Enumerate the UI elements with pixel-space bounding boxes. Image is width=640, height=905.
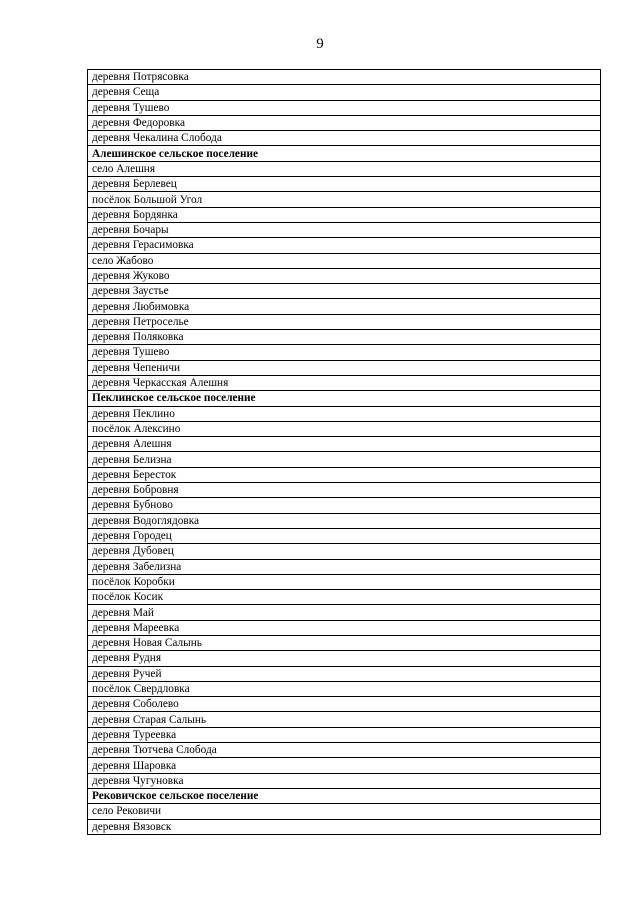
settlement-row xyxy=(88,804,601,819)
section-heading-row xyxy=(88,788,601,803)
settlement-row xyxy=(88,238,601,253)
settlement-cell: деревня Новая Салынь xyxy=(88,635,601,650)
settlement-row xyxy=(88,115,601,130)
settlement-row xyxy=(88,651,601,666)
settlement-cell: деревня Дубовец xyxy=(88,544,601,559)
section-heading-cell: Алешинское сельское поселение xyxy=(88,146,601,161)
settlement-row xyxy=(88,161,601,176)
settlement-row xyxy=(88,498,601,513)
settlement-row xyxy=(88,345,601,360)
settlement-row xyxy=(88,743,601,758)
settlement-cell: село Алешня xyxy=(88,161,601,176)
settlement-cell: посёлок Алексино xyxy=(88,421,601,436)
settlement-row xyxy=(88,100,601,115)
settlement-cell: деревня Ручей xyxy=(88,666,601,681)
settlement-cell: деревня Водоглядовка xyxy=(88,513,601,528)
settlement-cell: посёлок Косик xyxy=(88,590,601,605)
settlement-row xyxy=(88,574,601,589)
settlement-cell: деревня Алешня xyxy=(88,437,601,452)
settlement-cell: деревня Тушево xyxy=(88,345,601,360)
settlement-cell: деревня Городец xyxy=(88,528,601,543)
settlement-cell: деревня Забелизна xyxy=(88,559,601,574)
settlement-row xyxy=(88,773,601,788)
settlement-row xyxy=(88,528,601,543)
settlement-cell: деревня Старая Салынь xyxy=(88,712,601,727)
settlement-cell: деревня Черкасская Алешня xyxy=(88,375,601,390)
settlement-cell: посёлок Большой Угол xyxy=(88,192,601,207)
settlement-cell: деревня Бубново xyxy=(88,498,601,513)
settlement-row xyxy=(88,452,601,467)
settlement-row xyxy=(88,605,601,620)
settlement-cell: деревня Тютчева Слобода xyxy=(88,743,601,758)
section-heading-row xyxy=(88,391,601,406)
settlement-row xyxy=(88,666,601,681)
settlement-row xyxy=(88,697,601,712)
settlement-row xyxy=(88,635,601,650)
settlement-cell: деревня Чугуновка xyxy=(88,773,601,788)
settlement-row xyxy=(88,85,601,100)
settlement-row xyxy=(88,437,601,452)
settlement-row xyxy=(88,70,601,85)
settlement-row xyxy=(88,712,601,727)
settlement-cell: деревня Берлевец xyxy=(88,177,601,192)
settlement-cell: село Рековичи xyxy=(88,804,601,819)
settlement-cell: деревня Бочары xyxy=(88,222,601,237)
settlement-row xyxy=(88,192,601,207)
settlements-table xyxy=(87,69,601,835)
settlement-cell: деревня Мареевка xyxy=(88,620,601,635)
settlement-row xyxy=(88,727,601,742)
settlement-cell: деревня Вязовск xyxy=(88,819,601,834)
settlement-cell: деревня Герасимовка xyxy=(88,238,601,253)
settlement-row xyxy=(88,253,601,268)
settlement-cell: деревня Шаровка xyxy=(88,758,601,773)
settlement-row xyxy=(88,681,601,696)
settlement-row xyxy=(88,330,601,345)
settlement-cell: деревня Поляковка xyxy=(88,330,601,345)
settlement-cell: деревня Чепеничи xyxy=(88,360,601,375)
settlement-cell: деревня Заустье xyxy=(88,284,601,299)
settlement-cell: деревня Любимовка xyxy=(88,299,601,314)
settlement-cell: деревня Рудня xyxy=(88,651,601,666)
section-heading-cell: Пеклинское сельское поселение xyxy=(88,391,601,406)
settlement-cell: деревня Пеклино xyxy=(88,406,601,421)
settlement-row xyxy=(88,590,601,605)
settlement-row xyxy=(88,421,601,436)
settlement-row xyxy=(88,268,601,283)
page-number: 9 xyxy=(316,36,324,52)
settlement-row xyxy=(88,207,601,222)
settlement-cell: деревня Бордянка xyxy=(88,207,601,222)
settlement-cell: деревня Туреевка xyxy=(88,727,601,742)
settlement-cell: деревня Чекалина Слобода xyxy=(88,131,601,146)
settlement-cell: деревня Федоровка xyxy=(88,115,601,130)
settlement-row xyxy=(88,314,601,329)
settlement-row xyxy=(88,559,601,574)
settlements-table-body xyxy=(88,70,601,835)
settlement-cell: деревня Потрясовка xyxy=(88,70,601,85)
settlement-row xyxy=(88,467,601,482)
settlement-row xyxy=(88,544,601,559)
settlement-row xyxy=(88,483,601,498)
settlement-row xyxy=(88,758,601,773)
settlement-row xyxy=(88,299,601,314)
settlement-row xyxy=(88,222,601,237)
settlement-cell: деревня Май xyxy=(88,605,601,620)
settlement-row xyxy=(88,819,601,834)
settlement-cell: деревня Бобровня xyxy=(88,483,601,498)
settlement-row xyxy=(88,360,601,375)
settlement-cell: посёлок Свердловка xyxy=(88,681,601,696)
settlement-cell: деревня Сеща xyxy=(88,85,601,100)
settlement-row xyxy=(88,406,601,421)
settlement-row xyxy=(88,284,601,299)
settlement-row xyxy=(88,131,601,146)
section-heading-cell: Рековичское сельское поселение xyxy=(88,788,601,803)
settlement-cell: деревня Соболево xyxy=(88,697,601,712)
settlement-row xyxy=(88,177,601,192)
settlement-cell: деревня Бересток xyxy=(88,467,601,482)
section-heading-row xyxy=(88,146,601,161)
settlement-cell: деревня Петроселье xyxy=(88,314,601,329)
settlement-row xyxy=(88,620,601,635)
settlement-cell: деревня Тушево xyxy=(88,100,601,115)
settlement-row xyxy=(88,513,601,528)
settlement-cell: деревня Белизна xyxy=(88,452,601,467)
settlement-cell: деревня Жуково xyxy=(88,268,601,283)
settlement-cell: посёлок Коробки xyxy=(88,574,601,589)
settlement-row xyxy=(88,375,601,390)
settlement-cell: село Жабово xyxy=(88,253,601,268)
